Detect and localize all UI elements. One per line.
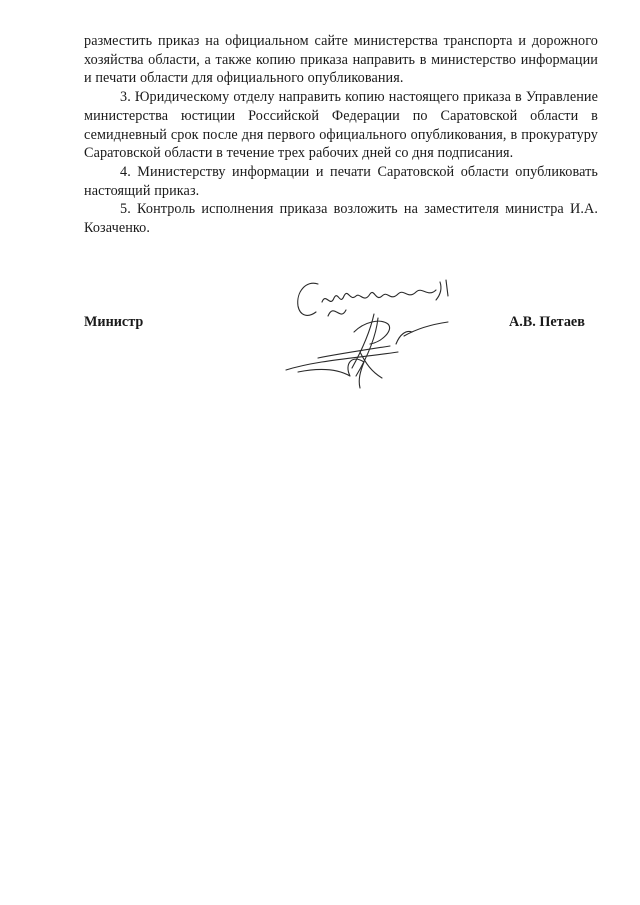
signatory-name: А.В. Петаев — [509, 314, 585, 330]
document-body — [84, 32, 598, 238]
paragraph-item-3: 3. Юридическому отделу направить копию настоящего приказа в Управление министерства юстиции Российской Федерации по Саратовской области в семидневный срок после дня первого официального опубликования, в прокуратуру Саратовской области в течение трех рабочих дней со дня подписания. — [84, 89, 598, 162]
paragraph-item-5: 5. Контроль исполнения приказа возложить на заместителя министра И.А. Козаченко. — [84, 201, 598, 237]
paragraph-item-4: 4. Министерству информации и печати Саратовской области опубликовать настоящий приказ. — [84, 163, 598, 199]
paragraph-continuation: разместить приказ на официальном сайте министерства транспорта и дорожного хозяйства области, а также копию приказа направить в министерство информации и печати области для официального опубликования. — [84, 33, 598, 87]
signatory-title: Министр — [84, 314, 144, 330]
handwritten-signature — [278, 272, 478, 397]
